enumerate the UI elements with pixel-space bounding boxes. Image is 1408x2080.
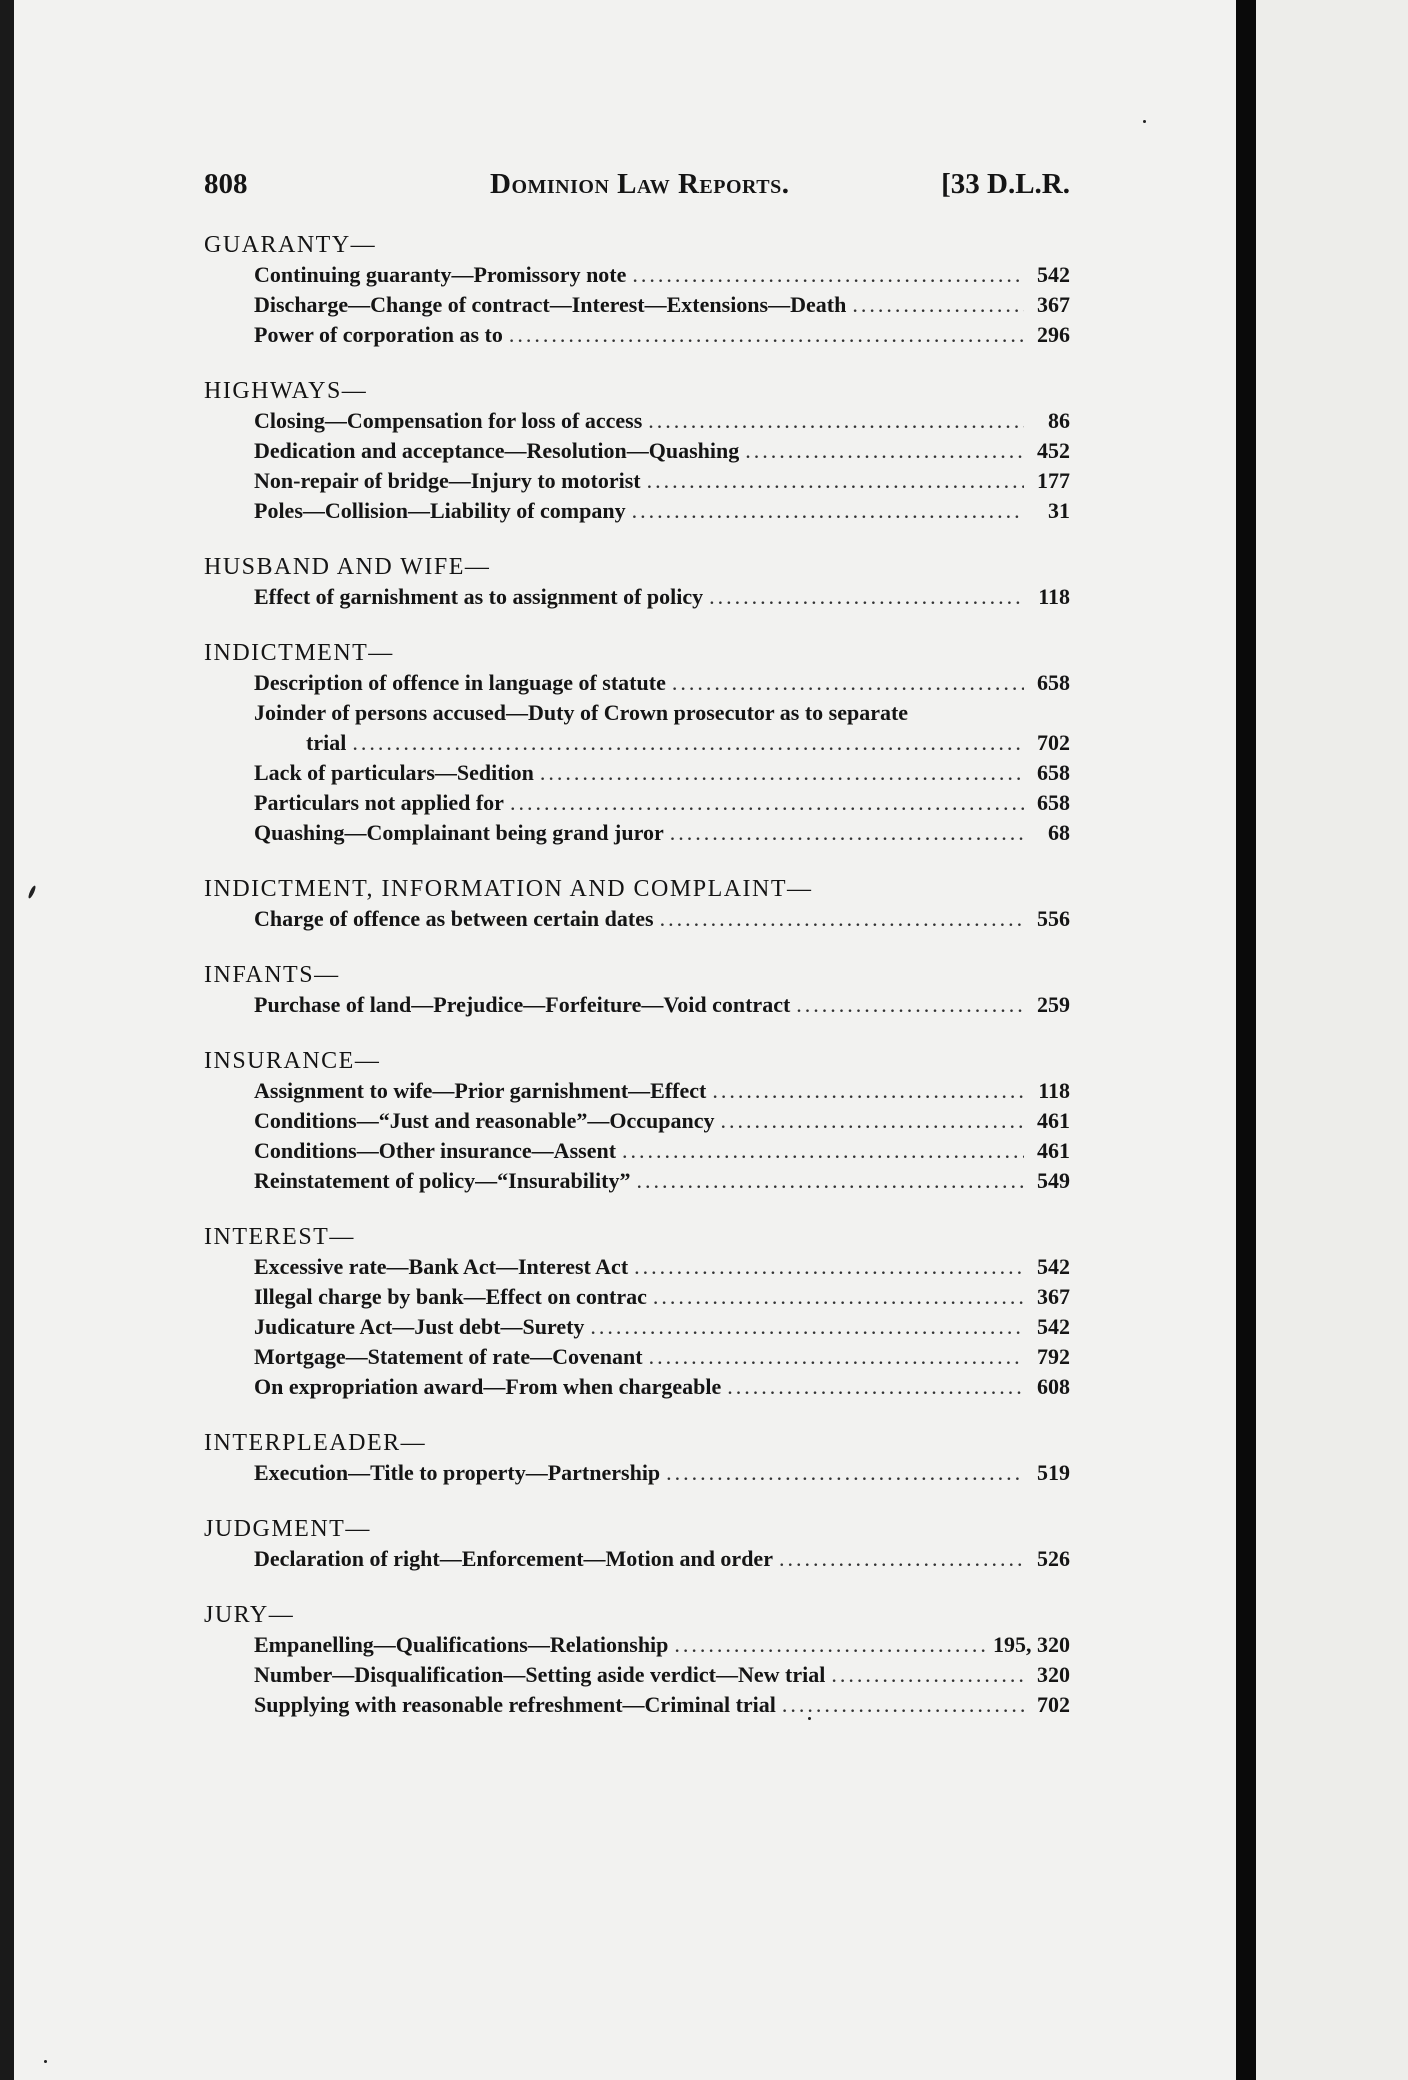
entry-continuation-line bbox=[254, 728, 1070, 758]
section-heading: GUARANTY— bbox=[204, 232, 377, 258]
entry-page-number: 259 bbox=[1037, 992, 1070, 1017]
section-heading: INSURANCE— bbox=[204, 1048, 381, 1074]
index-section bbox=[190, 1046, 1070, 1196]
index-section bbox=[190, 874, 1070, 934]
index-entry bbox=[190, 1312, 1070, 1342]
index-entry bbox=[190, 466, 1070, 496]
section-heading: JUDGMENT— bbox=[204, 1516, 371, 1542]
binding-edge bbox=[0, 0, 14, 2080]
entry-page-number: 296 bbox=[1037, 322, 1070, 347]
entry-text: Dedication and acceptance—Resolution—Quashing bbox=[254, 438, 740, 463]
index-entry bbox=[190, 788, 1070, 818]
index-section bbox=[190, 230, 1070, 350]
dot-leader bbox=[796, 990, 1024, 1020]
entry-text: On expropriation award—From when chargeable bbox=[254, 1374, 722, 1399]
index-content bbox=[190, 168, 1070, 1746]
dot-leader bbox=[782, 1690, 1024, 1720]
section-heading: HIGHWAYS— bbox=[204, 378, 368, 404]
index-entry bbox=[190, 1544, 1070, 1574]
index-entry bbox=[190, 1106, 1070, 1136]
index-entry bbox=[190, 1282, 1070, 1312]
index-entry bbox=[190, 582, 1070, 612]
index-section bbox=[190, 1514, 1070, 1574]
entry-text: Number—Disqualification—Setting aside verdict—New trial bbox=[254, 1662, 826, 1687]
facing-page-edge bbox=[1256, 0, 1408, 2080]
section-heading: JURY— bbox=[204, 1602, 295, 1628]
index-entry bbox=[190, 698, 1070, 758]
dot-leader bbox=[745, 436, 1024, 466]
index-entry bbox=[190, 1136, 1070, 1166]
entry-text: Judicature Act—Just debt—Surety bbox=[254, 1314, 585, 1339]
scan-speck bbox=[1143, 120, 1146, 123]
dot-leader bbox=[666, 1458, 1024, 1488]
entry-page-number: 31 bbox=[1048, 498, 1070, 523]
entry-text: Excessive rate—Bank Act—Interest Act bbox=[254, 1254, 629, 1279]
entry-text: Execution—Title to property—Partnership bbox=[254, 1460, 661, 1485]
entry-text: Power of corporation as to bbox=[254, 322, 503, 347]
gutter-shadow bbox=[1236, 0, 1256, 2080]
entry-page-number: 549 bbox=[1037, 1168, 1070, 1193]
index-section bbox=[190, 1600, 1070, 1720]
entry-page-number: 461 bbox=[1037, 1108, 1070, 1133]
dot-leader bbox=[649, 1342, 1024, 1372]
entry-text: Continuing guaranty—Promissory note bbox=[254, 262, 627, 287]
entry-page-number: 177 bbox=[1037, 468, 1070, 493]
entry-page-number: 118 bbox=[1038, 1078, 1070, 1103]
section-heading: HUSBAND AND WIFE— bbox=[204, 554, 491, 580]
section-heading: INFANTS— bbox=[204, 962, 340, 988]
index-entry bbox=[190, 990, 1070, 1020]
index-section bbox=[190, 1222, 1070, 1402]
section-heading: INTEREST— bbox=[204, 1224, 355, 1250]
dot-leader bbox=[648, 406, 1024, 436]
entry-text: Effect of garnishment as to assignment of policy bbox=[254, 584, 704, 609]
index-entry bbox=[190, 1372, 1070, 1402]
dot-leader bbox=[720, 1106, 1024, 1136]
volume-reference: [33 D.L.R. bbox=[941, 168, 1070, 200]
index-section bbox=[190, 638, 1070, 848]
entry-continuation: trial bbox=[306, 730, 347, 755]
entry-page-number: 608 bbox=[1037, 1374, 1070, 1399]
dot-leader bbox=[590, 1312, 1024, 1342]
index-entry bbox=[190, 668, 1070, 698]
dot-leader bbox=[540, 758, 1024, 788]
dot-leader bbox=[670, 818, 1024, 848]
entry-text: Poles—Collision—Liability of company bbox=[254, 498, 626, 523]
entry-page-number: 658 bbox=[1037, 790, 1070, 815]
section-heading: INDICTMENT, INFORMATION AND COMPLAINT— bbox=[204, 876, 813, 902]
entry-page-number: 542 bbox=[1037, 1314, 1070, 1339]
entry-page-number: 658 bbox=[1037, 670, 1070, 695]
entry-text: Discharge—Change of contract—Interest—Extensions—Death bbox=[254, 292, 847, 317]
dot-leader bbox=[622, 1136, 1024, 1166]
entry-text: Conditions—Other insurance—Assent bbox=[254, 1138, 617, 1163]
section-heading: INTERPLEADER— bbox=[204, 1430, 427, 1456]
entry-page-number: 542 bbox=[1037, 1254, 1070, 1279]
scan-speck bbox=[44, 2060, 47, 2063]
entry-text: Quashing—Complainant being grand juror bbox=[254, 820, 664, 845]
entry-text: Assignment to wife—Prior garnishment—Effect bbox=[254, 1078, 707, 1103]
index-section bbox=[190, 376, 1070, 526]
running-head bbox=[190, 168, 1070, 212]
entry-text: Reinstatement of policy—“Insurability” bbox=[254, 1168, 631, 1193]
dot-leader bbox=[352, 728, 1024, 758]
entry-page-number: 556 bbox=[1037, 906, 1070, 931]
dot-leader bbox=[852, 290, 1024, 320]
dot-leader bbox=[647, 466, 1024, 496]
entry-text: Non-repair of bridge—Injury to motorist bbox=[254, 468, 641, 493]
entry-text: Purchase of land—Prejudice—Forfeiture—Void contract bbox=[254, 992, 791, 1017]
index-entry bbox=[190, 290, 1070, 320]
entry-text: Illegal charge by bank—Effect on contrac bbox=[254, 1284, 647, 1309]
index-sections bbox=[190, 230, 1070, 1720]
entry-page-number: 542 bbox=[1037, 262, 1070, 287]
index-entry bbox=[190, 1630, 1070, 1660]
index-entry bbox=[190, 406, 1070, 436]
entry-text: Closing—Compensation for loss of access bbox=[254, 408, 643, 433]
index-entry bbox=[190, 818, 1070, 848]
dot-leader bbox=[634, 1252, 1024, 1282]
entry-page-number: 195, 320 bbox=[993, 1632, 1070, 1657]
entry-page-number: 702 bbox=[1037, 1692, 1070, 1717]
dot-leader bbox=[709, 582, 1024, 612]
entry-page-number: 452 bbox=[1037, 438, 1070, 463]
index-entry bbox=[190, 1076, 1070, 1106]
entry-page-number: 792 bbox=[1037, 1344, 1070, 1369]
dot-leader bbox=[727, 1372, 1024, 1402]
section-heading: INDICTMENT— bbox=[204, 640, 394, 666]
entry-page-number: 367 bbox=[1037, 1284, 1070, 1309]
entry-text: Mortgage—Statement of rate—Covenant bbox=[254, 1344, 643, 1369]
index-entry bbox=[190, 496, 1070, 526]
dot-leader bbox=[509, 320, 1024, 350]
entry-text: Particulars not applied for bbox=[254, 790, 504, 815]
entry-page-number: 367 bbox=[1037, 292, 1070, 317]
dot-leader bbox=[831, 1660, 1024, 1690]
dot-leader bbox=[674, 1630, 987, 1660]
publication-title: Dominion Law Reports. bbox=[490, 168, 790, 200]
entry-text: Charge of offence as between certain dates bbox=[254, 906, 654, 931]
index-entry bbox=[190, 1166, 1070, 1196]
index-section bbox=[190, 1428, 1070, 1488]
entry-text: Lack of particulars—Sedition bbox=[254, 760, 534, 785]
entry-page-number: 118 bbox=[1038, 584, 1070, 609]
index-entry bbox=[190, 1458, 1070, 1488]
dot-leader bbox=[712, 1076, 1024, 1106]
page-number: 808 bbox=[204, 168, 248, 200]
dot-leader bbox=[636, 1166, 1024, 1196]
dot-leader bbox=[672, 668, 1024, 698]
index-entry bbox=[190, 260, 1070, 290]
index-section bbox=[190, 960, 1070, 1020]
entry-page-number: 461 bbox=[1037, 1138, 1070, 1163]
entry-text: Description of offence in language of statute bbox=[254, 670, 666, 695]
entry-page-number: 86 bbox=[1048, 408, 1070, 433]
dot-leader bbox=[779, 1544, 1024, 1574]
index-entry bbox=[190, 320, 1070, 350]
entry-text: Empanelling—Qualifications—Relationship bbox=[254, 1632, 669, 1657]
index-entry bbox=[190, 758, 1070, 788]
entry-text: Declaration of right—Enforcement—Motion and order bbox=[254, 1546, 773, 1571]
index-entry bbox=[190, 1342, 1070, 1372]
entry-page-number: 658 bbox=[1037, 760, 1070, 785]
dot-leader bbox=[632, 260, 1024, 290]
entry-page-number: 320 bbox=[1037, 1662, 1070, 1687]
entry-text: Supplying with reasonable refreshment—Criminal trial bbox=[254, 1692, 776, 1717]
entry-text: Conditions—“Just and reasonable”—Occupancy bbox=[254, 1108, 715, 1133]
entry-page-number: 702 bbox=[1037, 730, 1070, 755]
entry-text: Joinder of persons accused—Duty of Crown prosecutor as to separate bbox=[254, 700, 909, 725]
dot-leader bbox=[653, 1282, 1024, 1312]
index-entry bbox=[190, 1660, 1070, 1690]
entry-page-number: 519 bbox=[1037, 1460, 1070, 1485]
index-entry bbox=[190, 904, 1070, 934]
entry-page-number: 526 bbox=[1037, 1546, 1070, 1571]
index-entry bbox=[190, 1252, 1070, 1282]
index-section bbox=[190, 552, 1070, 612]
index-entry bbox=[190, 436, 1070, 466]
dot-leader bbox=[632, 496, 1024, 526]
index-entry bbox=[190, 1690, 1070, 1720]
entry-page-number: 68 bbox=[1048, 820, 1070, 845]
dot-leader bbox=[660, 904, 1024, 934]
dot-leader bbox=[510, 788, 1024, 818]
